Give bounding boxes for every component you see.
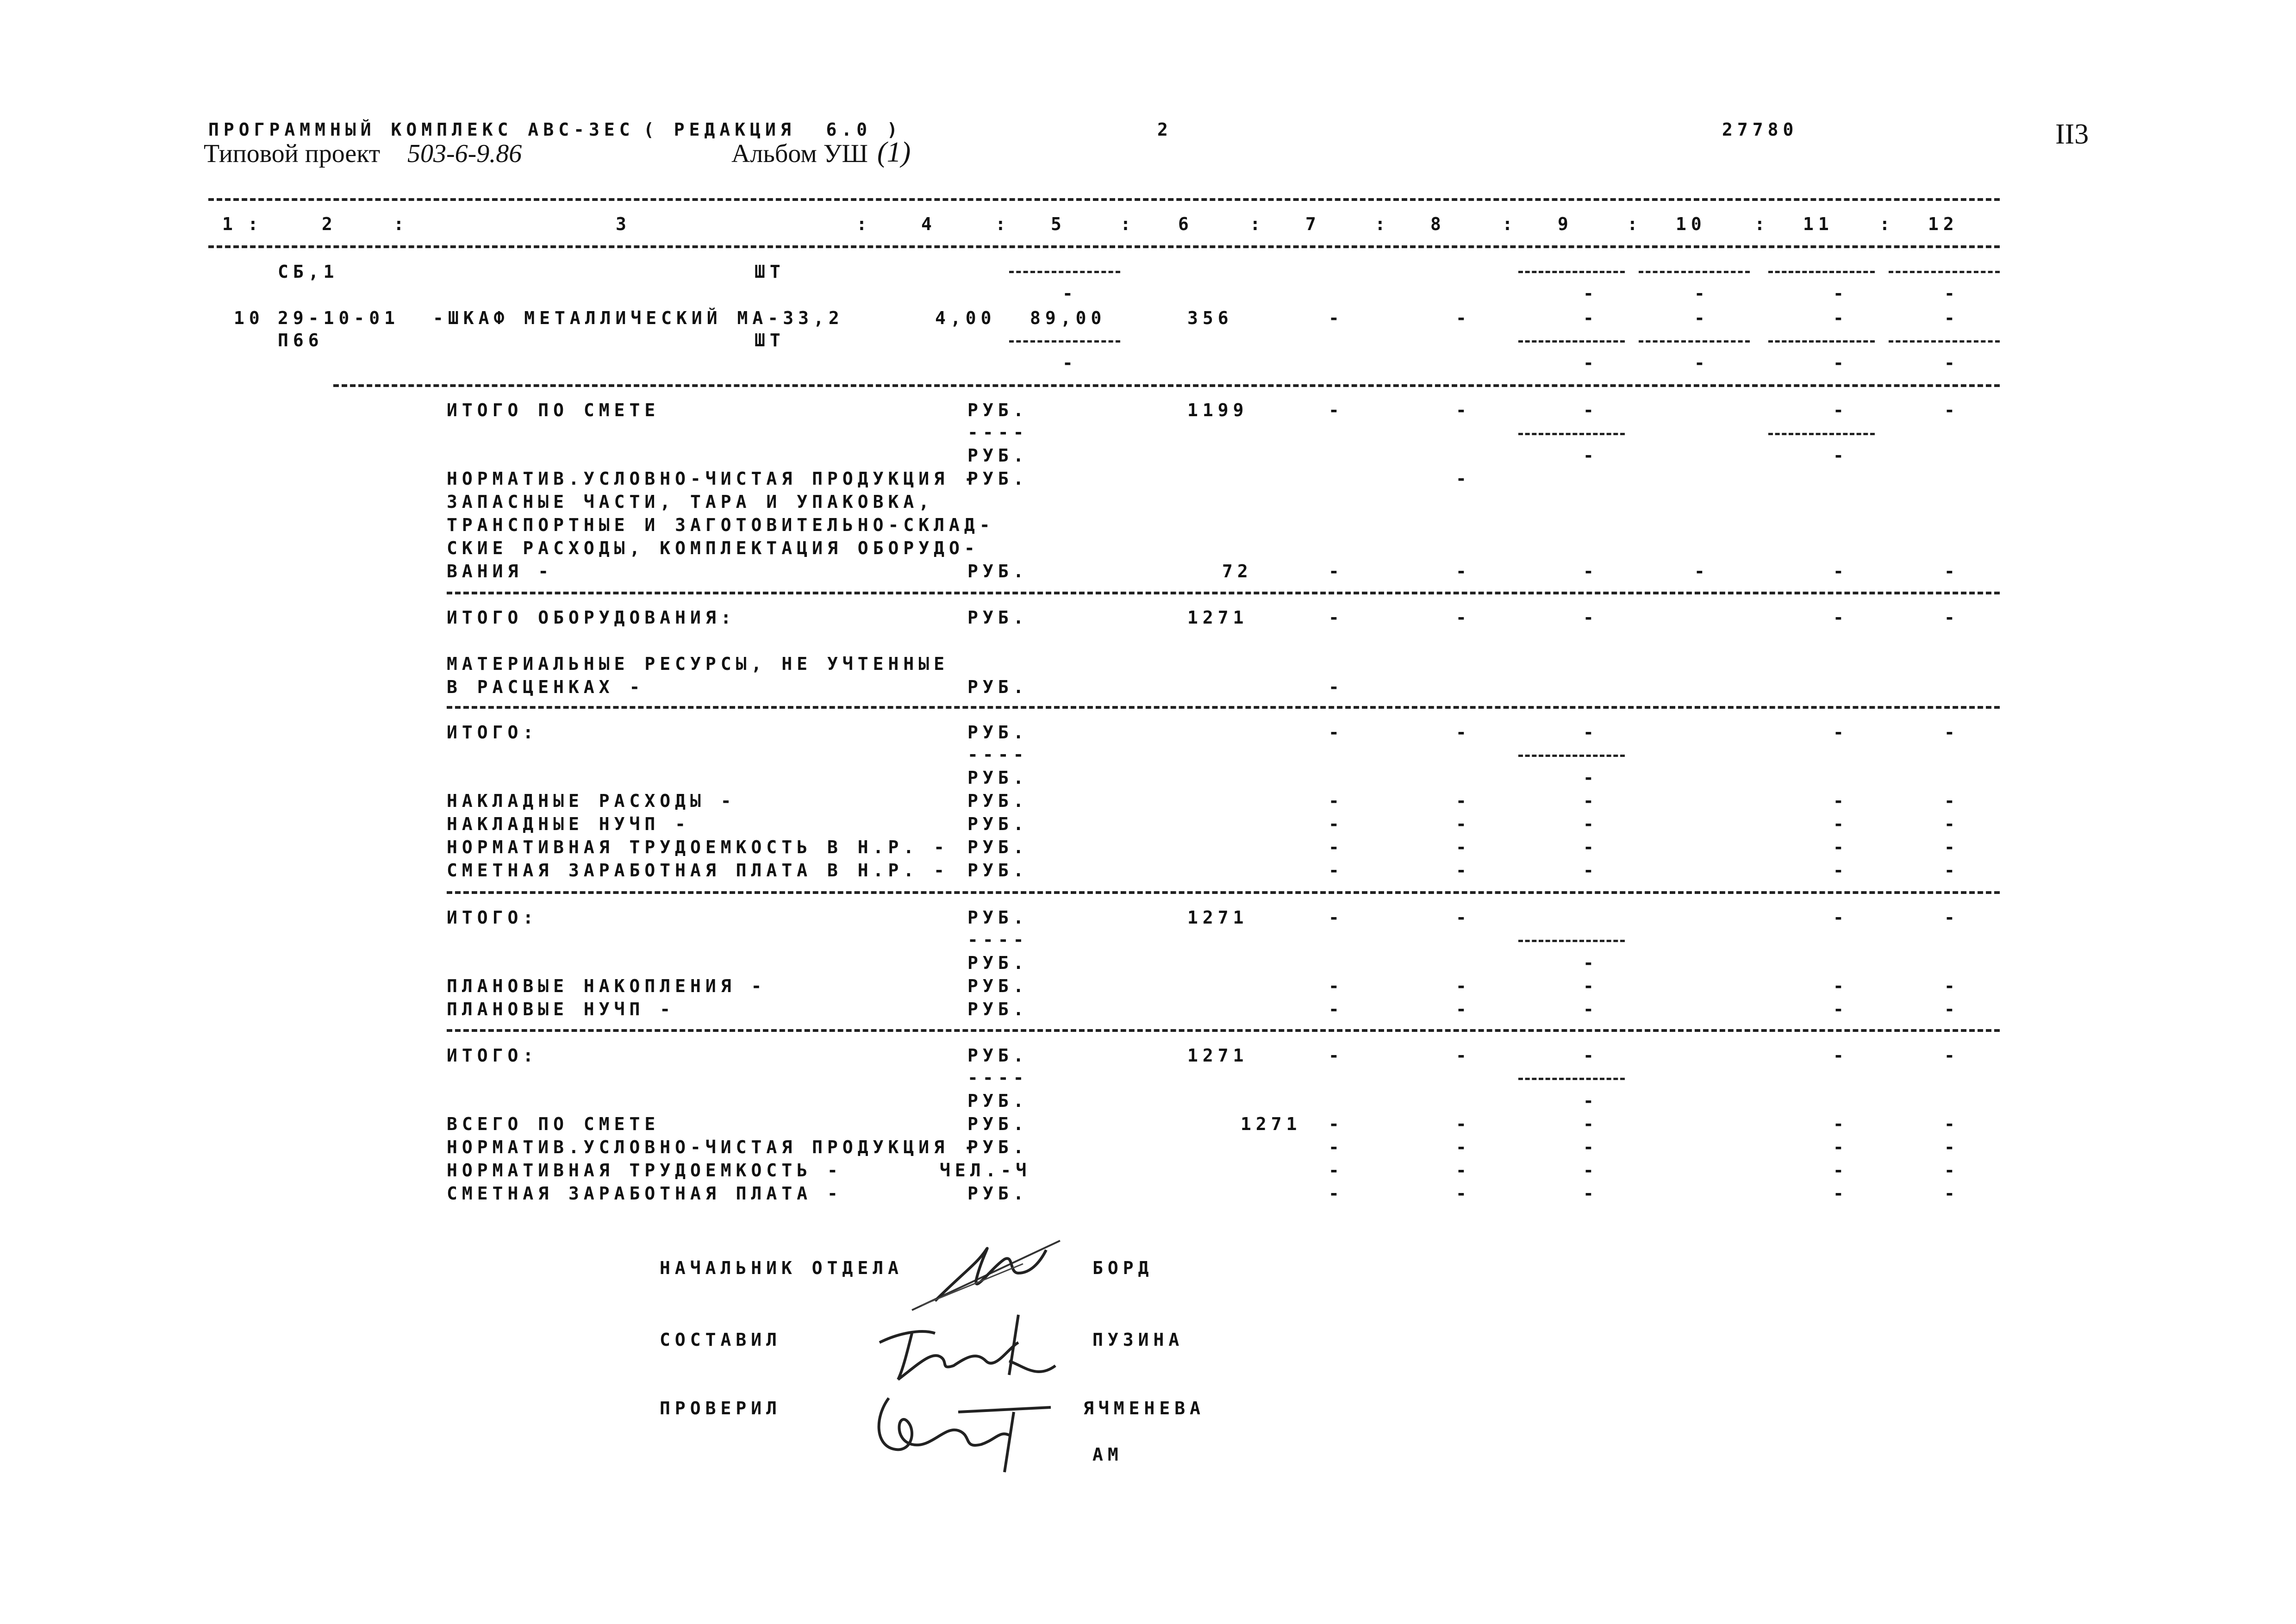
- materials-line-2: В РАСЦЕНКАХ -: [447, 677, 645, 697]
- document-number: 27780: [1722, 119, 1798, 140]
- col-12: 12: [1928, 214, 1959, 234]
- chel-hour-unit: ЧЕЛ.-Ч: [940, 1160, 1031, 1181]
- col-3: 3: [616, 214, 631, 234]
- compiled-by-label: СОСТАВИЛ: [660, 1330, 782, 1350]
- compiled-by-name: ПУЗИНА: [1092, 1330, 1184, 1350]
- row1-price: 89,00: [1030, 308, 1106, 328]
- project-label: Типовой проект: [204, 139, 381, 168]
- col-4: 4: [921, 214, 936, 234]
- header-top-rule: [208, 198, 2000, 201]
- checked-by-name-2: АМ: [1092, 1444, 1123, 1465]
- total-equipment-value: 1271: [1187, 607, 1248, 628]
- norm-product-label: НОРМАТИВ.УСЛОВНО-ЧИСТАЯ ПРОДУКЦИЯ -: [447, 1137, 980, 1157]
- row1-code2: П66: [278, 330, 324, 350]
- row1-total: 356: [1187, 308, 1233, 328]
- total-estimate-label: ИТОГО ПО СМЕТЕ: [447, 400, 660, 420]
- equipment-extra-value: 72: [1222, 561, 1253, 581]
- wage-nr-label: СМЕТНАЯ ЗАРАБОТНАЯ ПЛАТА В Н.Р. -: [447, 860, 949, 881]
- overhead-label: НАКЛАДНЫЕ РАСХОДЫ -: [447, 791, 736, 811]
- edition: ( РЕДАКЦИЯ 6.0 ): [643, 119, 902, 140]
- checked-by-name: ЯЧМЕНЕВА: [1083, 1398, 1205, 1418]
- head-of-department-name: БОРД: [1092, 1258, 1154, 1278]
- col-10: 10: [1676, 214, 1706, 234]
- norm-line-1: НОРМАТИВ.УСЛОВНО-ЧИСТАЯ ПРОДУКЦИЯ -: [447, 468, 980, 489]
- project-code: 503-6-9.86: [407, 139, 522, 168]
- col-7: 7: [1305, 214, 1321, 234]
- col-8: 8: [1430, 214, 1446, 234]
- norm-line-3: ТРАНСПОРТНЫЕ И ЗАГОТОВИТЕЛЬНО-СКЛАД-: [447, 515, 995, 535]
- total-3-value: 1271: [1187, 1045, 1248, 1066]
- norm-line-5: ВАНИЯ -: [447, 561, 554, 581]
- row0-code: СБ,1: [278, 262, 339, 282]
- row0-unit: ШТ: [755, 262, 785, 282]
- checked-by-label: ПРОВЕРИЛ: [660, 1398, 782, 1418]
- norm-labor-nr-label: НОРМАТИВНАЯ ТРУДОЕМКОСТЬ В Н.Р. -: [447, 837, 949, 857]
- total-1-label: ИТОГО:: [447, 722, 538, 743]
- album-label: Альбом УШ: [731, 139, 868, 168]
- norm-line-2: ЗАПАСНЫЕ ЧАСТИ, ТАРА И УПАКОВКА,: [447, 492, 934, 512]
- row1-name: -ШКАФ МЕТАЛЛИЧЕСКИЙ МА-33,2: [433, 308, 844, 328]
- col-1: 1: [222, 214, 237, 234]
- materials-line-1: МАТЕРИАЛЬНЫЕ РЕСУРСЫ, НЕ УЧТЕННЫЕ: [447, 654, 949, 674]
- col-11: 11: [1803, 214, 1834, 234]
- sheet-number: 2: [1157, 119, 1173, 140]
- overhead-nuchp-label: НАКЛАДНЫЕ НУЧП -: [447, 814, 691, 834]
- head-of-department-label: НАЧАЛЬНИК ОТДЕЛА: [660, 1258, 904, 1278]
- norm-line-4: СКИЕ РАСХОДЫ, КОМПЛЕКТАЦИЯ ОБОРУДО-: [447, 538, 980, 558]
- planned-nuchp-label: ПЛАНОВЫЕ НУЧП -: [447, 999, 675, 1019]
- row1-code: 29-10-01: [278, 308, 400, 328]
- wage-label: СМЕТНАЯ ЗАРАБОТНАЯ ПЛАТА -: [447, 1183, 842, 1204]
- program-name: ПРОГРАММНЫЙ КОМПЛЕКС АВС-3ЕС: [208, 119, 635, 140]
- signature-checked: [866, 1384, 1069, 1477]
- row1-number: 10: [234, 308, 264, 328]
- col-5: 5: [1051, 214, 1066, 234]
- signature-compiled: [870, 1305, 1065, 1384]
- total-3-label: ИТОГО:: [447, 1045, 538, 1066]
- total-estimate-value: 1199: [1187, 400, 1248, 420]
- signature-head: [907, 1231, 1083, 1315]
- row1-qty: 4,00: [935, 308, 996, 328]
- norm-labor-label: НОРМАТИВНАЯ ТРУДОЕМКОСТЬ -: [447, 1160, 842, 1181]
- planned-savings-label: ПЛАНОВЫЕ НАКОПЛЕНИЯ -: [447, 976, 767, 996]
- grand-total-value: 1271: [1241, 1114, 1302, 1134]
- row1-unit: ШТ: [755, 330, 785, 350]
- col-2: 2: [322, 214, 337, 234]
- col-9: 9: [1558, 214, 1573, 234]
- grand-total-label: ВСЕГО ПО СМЕТЕ: [447, 1114, 660, 1134]
- total-equipment-label: ИТОГО ОБОРУДОВАНИЯ:: [447, 607, 736, 628]
- album-part: (1): [877, 137, 911, 168]
- page-number: II3: [2055, 119, 2089, 150]
- header-bottom-rule: [208, 245, 2000, 248]
- total-2-label: ИТОГО:: [447, 907, 538, 928]
- col-6: 6: [1178, 214, 1193, 234]
- total-2-value: 1271: [1187, 907, 1248, 928]
